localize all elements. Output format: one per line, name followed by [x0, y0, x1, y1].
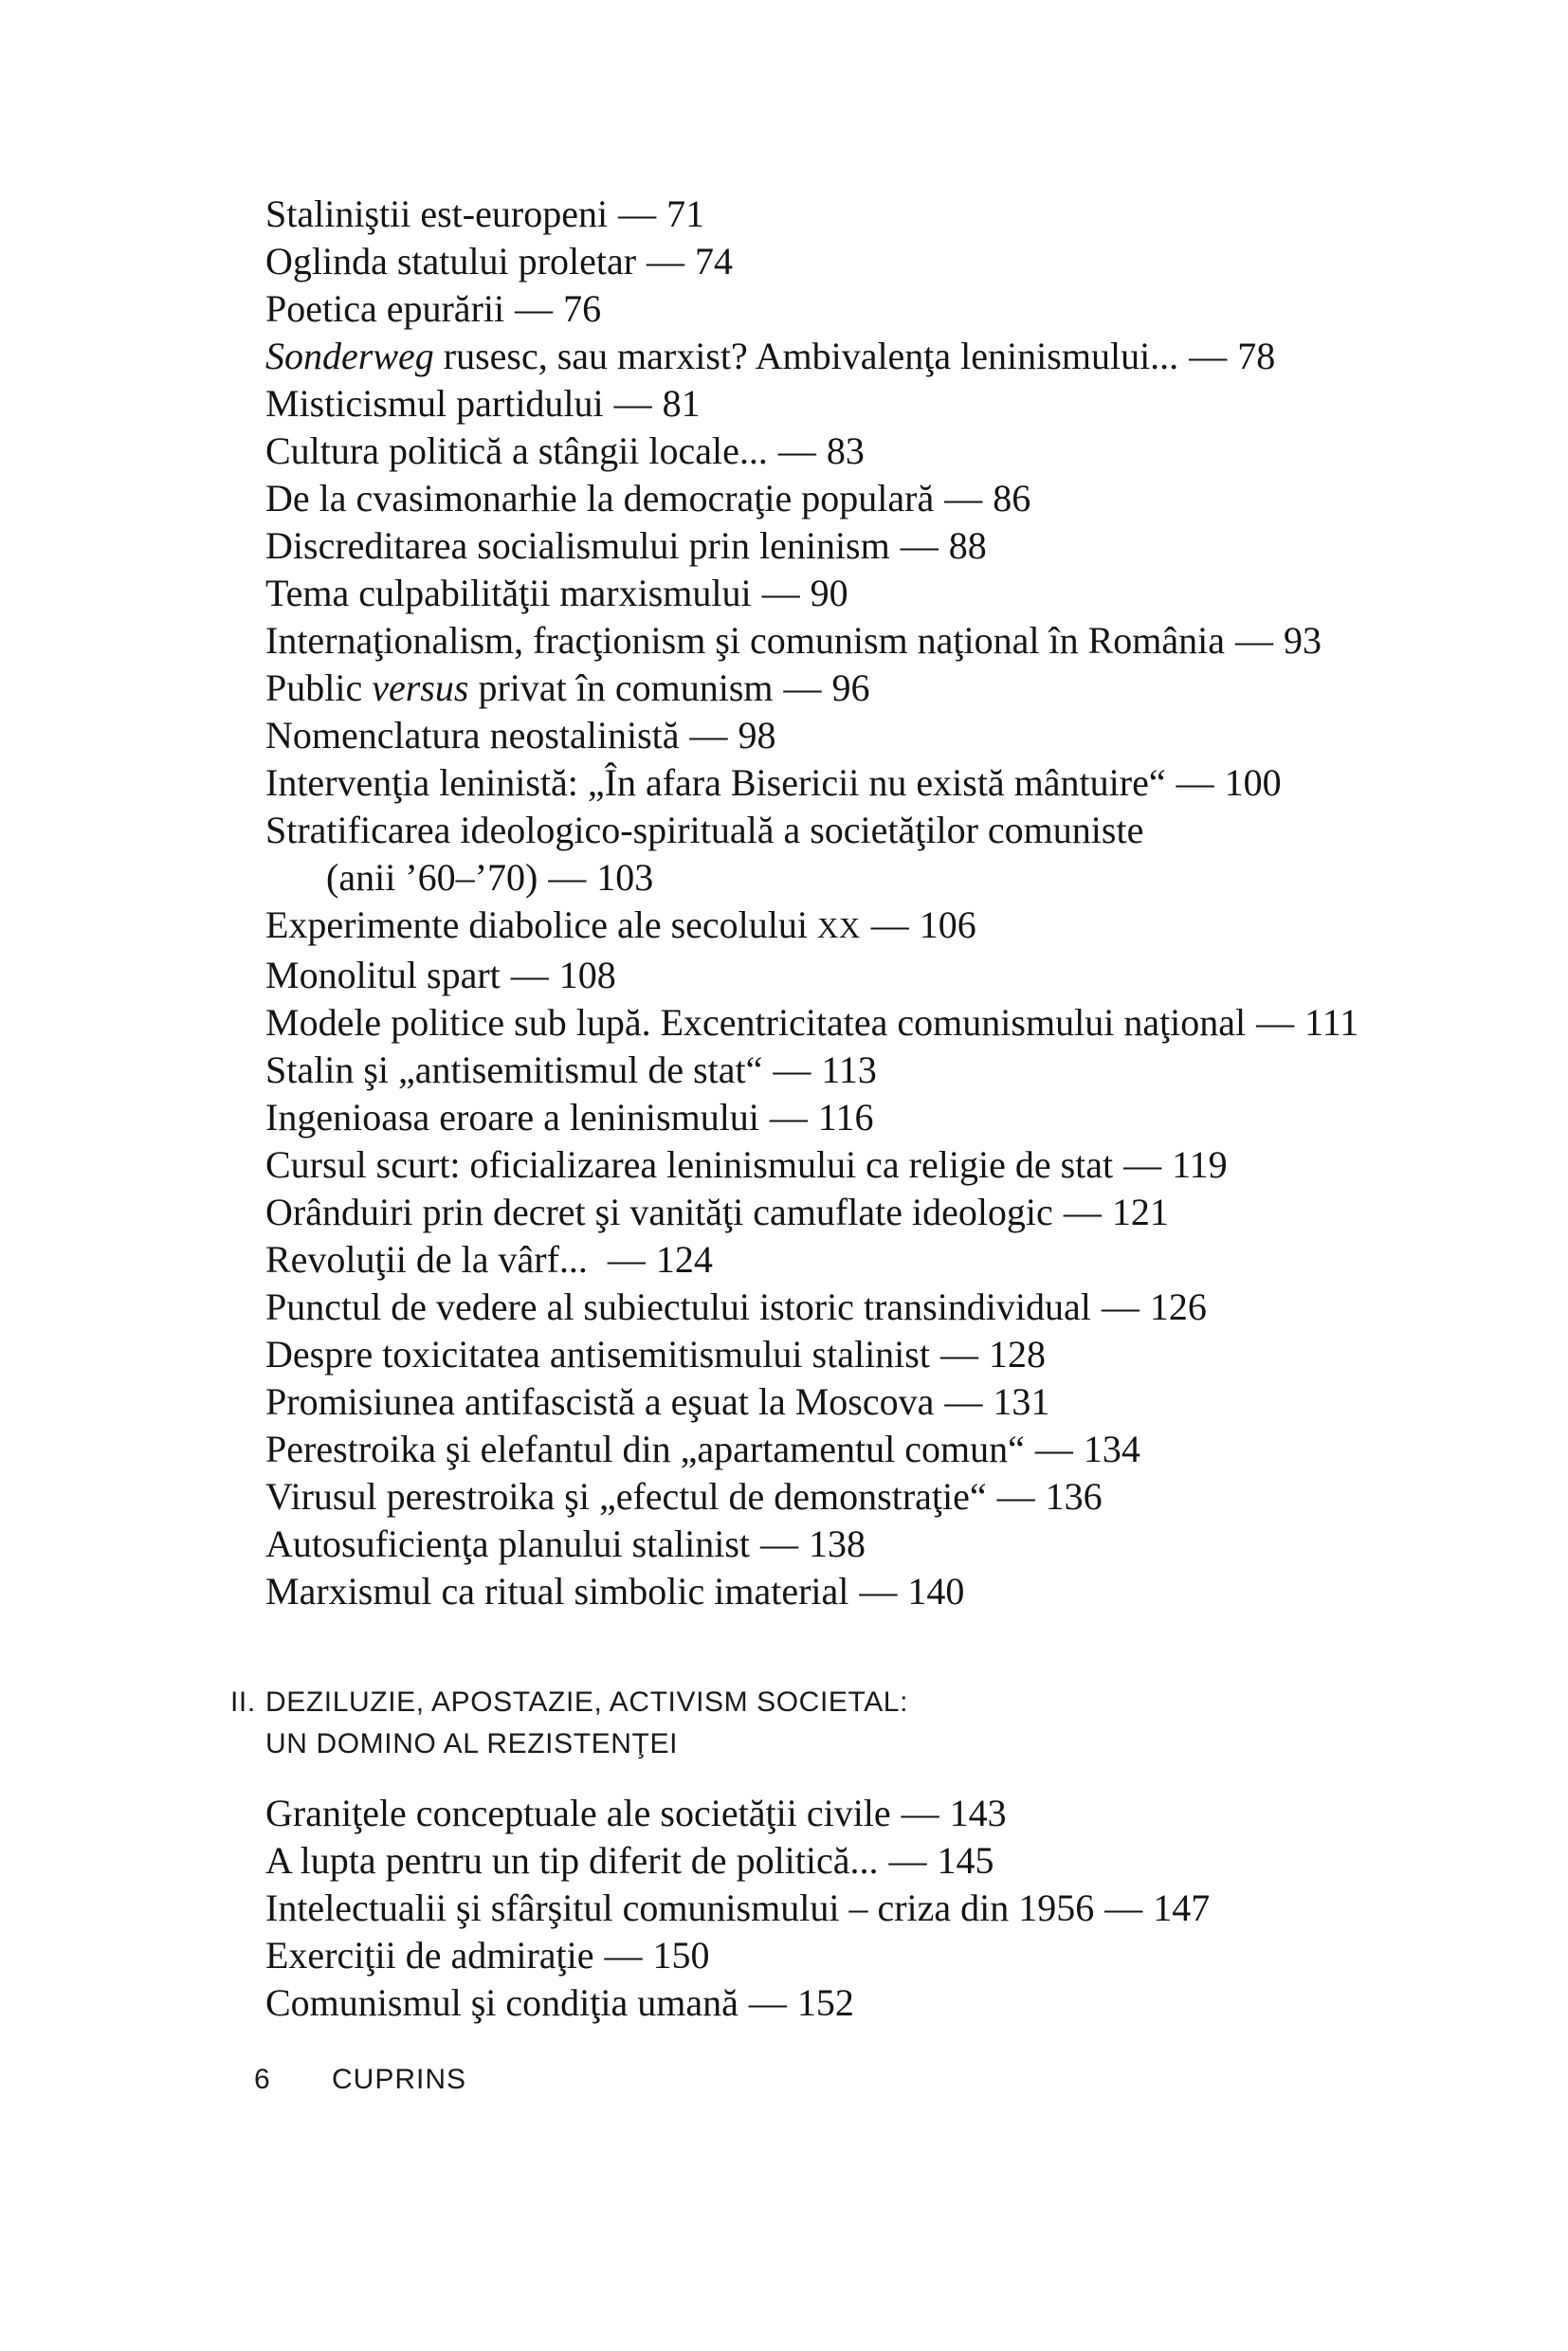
entry-title-segment: Tema culpabilităţii marxismului — [265, 572, 752, 614]
em-dash-separator: — — [761, 572, 800, 614]
entry-page-number: 134 — [1083, 1428, 1140, 1470]
entry-title-segment: Intervenţia leninistă: „În afara Bisericii nu există mântuire“ — [265, 761, 1166, 804]
entry-title-segment: (anii ’60–’70) — [326, 856, 538, 899]
em-dash-separator: — — [777, 429, 816, 472]
entry-title-segment: Stratificarea ideologico-spirituală a societăţilor comuniste — [265, 809, 1144, 851]
entry-title — [265, 1981, 738, 2024]
entry-title-segment: De la cvasimonarhie la democraţie populară — [265, 477, 935, 519]
section-heading-line: DEZILUZIE, APOSTAZIE, ACTIVISM SOCIETAL: — [265, 1686, 909, 1718]
em-dash-separator: — — [944, 1380, 983, 1423]
entry-page-number: 128 — [988, 1333, 1046, 1376]
entry-page-number: 147 — [1153, 1886, 1211, 1929]
em-dash-separator: — — [859, 1570, 898, 1613]
toc-entry — [265, 570, 1526, 617]
em-dash-separator: — — [613, 382, 652, 425]
entry-title-segment: Perestroika şi elefantul din „apartamentul comun“ — [265, 1428, 1025, 1470]
toc-entry — [265, 1141, 1526, 1189]
em-dash-separator: — — [783, 666, 822, 709]
entry-page-number: 121 — [1111, 1191, 1169, 1233]
entry-title-segment: Sonderweg — [265, 335, 434, 377]
toc-entry — [265, 333, 1526, 380]
entry-page-number: 96 — [831, 666, 870, 709]
toc-entry — [265, 475, 1526, 522]
toc-entry — [265, 1378, 1526, 1426]
entry-title — [265, 1048, 762, 1091]
toc-entry — [265, 1189, 1526, 1236]
em-dash-separator: — — [548, 856, 587, 899]
toc-section — [230, 1682, 1526, 2027]
entry-title-segment: versus — [372, 666, 469, 709]
entry-page-number: 124 — [655, 1238, 713, 1281]
entry-title — [265, 903, 861, 946]
toc-entry — [265, 1094, 1526, 1141]
entry-title-segment: Graniţele conceptuale ale societăţii civile — [265, 1792, 891, 1834]
em-dash-separator: — — [901, 1792, 939, 1834]
em-dash-separator: — — [888, 1839, 927, 1882]
entry-title-segment: Nomenclatura neostalinistă — [265, 714, 680, 756]
em-dash-separator: — — [689, 714, 728, 756]
toc-entry — [265, 428, 1526, 475]
entry-page-number: 138 — [809, 1522, 866, 1565]
toc-entry — [265, 191, 1526, 238]
entry-title-segment: Intelectualii şi sfârşitul comunismului – criza din 1956 — [265, 1886, 1095, 1929]
entry-title-segment: A lupta pentru un tip diferit de politică... — [265, 1839, 879, 1882]
entry-title-segment: Revoluţii de la vârf... — [265, 1238, 597, 1281]
em-dash-separator: — — [870, 903, 909, 946]
entry-title — [265, 1333, 930, 1376]
entry-page-number: 93 — [1284, 619, 1322, 662]
entry-page-number: 108 — [558, 954, 616, 996]
toc-entry — [265, 1284, 1526, 1331]
em-dash-separator: — — [769, 1096, 808, 1139]
entry-title-segment: Despre toxicitatea antisemitismului stalinist — [265, 1333, 930, 1376]
entry-title — [265, 335, 1178, 377]
entry-title-segment: Virusul perestroika şi „efectul de demonstraţie“ — [265, 1475, 987, 1518]
entry-title — [265, 572, 752, 614]
em-dash-separator: — — [1034, 1428, 1073, 1470]
entry-page-number: 119 — [1172, 1143, 1228, 1186]
entry-title-segment: Poetica epurării — [265, 287, 505, 330]
em-dash-separator: — — [773, 1048, 811, 1091]
entry-page-number: 74 — [695, 240, 734, 282]
footer-page-number: 6 — [254, 2064, 270, 2095]
toc-entry — [265, 1047, 1526, 1094]
section-heading-line: UN DOMINO AL REZISTENŢEI — [265, 1728, 679, 1759]
entry-title-segment: Oglinda statului proletar — [265, 240, 637, 282]
toc-entry — [265, 902, 1526, 952]
em-dash-separator: — — [760, 1522, 799, 1565]
toc-entry — [265, 1885, 1526, 1932]
footer-running-title: CUPRINS — [332, 2064, 467, 2095]
toc-entry — [265, 854, 1526, 902]
entry-title-segment: Marxismul ca ritual simbolic imaterial — [265, 1570, 849, 1613]
section-number: II. — [230, 1686, 256, 1718]
entry-title — [265, 1522, 750, 1565]
entry-title-segment: Comunismul şi condiţia umană — [265, 1981, 738, 2024]
entry-page-number: 152 — [796, 1981, 854, 2024]
entry-page-number: 83 — [826, 429, 865, 472]
toc-entry — [265, 1331, 1526, 1378]
entry-page-number: 116 — [817, 1096, 874, 1139]
em-dash-separator: — — [939, 1333, 978, 1376]
entry-title-segment: privat în comunism — [468, 666, 774, 709]
entry-title-segment: Discreditarea socialismului prin leninism — [265, 524, 890, 567]
entry-page-number: 88 — [948, 524, 987, 567]
toc-entry — [265, 712, 1526, 759]
entry-title — [265, 477, 934, 519]
entry-page-number: 106 — [919, 903, 976, 946]
entry-title — [265, 1096, 759, 1139]
entry-title-segment: Autosuficienţa planului stalinist — [265, 1522, 751, 1565]
entry-title-segment: Public — [265, 666, 373, 709]
toc-entry — [265, 952, 1526, 999]
entry-title — [265, 666, 774, 709]
em-dash-separator: — — [515, 287, 554, 330]
em-dash-separator: — — [1176, 761, 1214, 804]
entry-title-segment: Internaţionalism, fracţionism şi comunism naţional în România — [265, 619, 1226, 662]
entry-title — [265, 714, 680, 756]
entry-title — [265, 1570, 848, 1613]
toc-entry — [265, 522, 1526, 570]
entry-title — [265, 192, 608, 235]
toc-entry — [265, 617, 1526, 665]
page-footer — [254, 2063, 466, 2097]
toc-entry — [265, 999, 1526, 1047]
entry-page-number: 145 — [937, 1839, 994, 1882]
em-dash-separator: — — [1123, 1143, 1162, 1186]
entry-title-segment: Experimente diabolice ale secolului — [265, 903, 817, 946]
toc-entry — [265, 380, 1526, 428]
toc-entry — [265, 665, 1526, 712]
em-dash-separator: — — [510, 954, 549, 996]
section-heading — [230, 1682, 1526, 1765]
entry-page-number: 81 — [662, 382, 701, 425]
em-dash-separator: — — [1189, 335, 1228, 377]
entry-title-segment: Monolitul spart — [265, 954, 501, 996]
toc-section — [265, 191, 1526, 1615]
toc-entry — [265, 807, 1526, 854]
entry-page-number: 143 — [949, 1792, 1007, 1834]
toc-entry — [265, 1236, 1526, 1284]
entry-title — [265, 287, 504, 330]
entry-title — [265, 240, 636, 282]
entry-title — [265, 761, 1166, 804]
entry-title-segment: Stalin şi „antisemitismul de stat“ — [265, 1048, 763, 1091]
entry-title-segment: Cultura politică a stângii locale... — [265, 429, 768, 472]
entry-page-number: 98 — [738, 714, 776, 756]
entry-page-number: 100 — [1224, 761, 1282, 804]
entry-title-segment: Promisiunea antifascistă a eşuat la Moscova — [265, 1380, 935, 1423]
entry-title — [265, 382, 604, 425]
entry-title-segment: Ingenioasa eroare a leninismului — [265, 1096, 759, 1139]
entry-title — [265, 1428, 1025, 1470]
entry-page-number: 103 — [596, 856, 654, 899]
em-dash-separator: — — [1101, 1285, 1140, 1328]
entry-title — [265, 1934, 594, 1977]
em-dash-separator: — — [1256, 1001, 1295, 1044]
toc-entry — [265, 238, 1526, 285]
entry-title — [265, 809, 1143, 851]
em-dash-separator: — — [618, 192, 657, 235]
entry-page-number: 126 — [1149, 1285, 1207, 1328]
toc-entry — [265, 1521, 1526, 1568]
entry-title — [265, 1886, 1094, 1929]
entry-title-segment: Exerciţii de admiraţie — [265, 1934, 594, 1977]
entry-title — [265, 429, 768, 472]
em-dash-separator: — — [996, 1475, 1035, 1518]
toc-entry — [265, 1473, 1526, 1521]
entry-page-number: 111 — [1304, 1001, 1359, 1044]
entry-title-segment: Orânduiri prin decret şi vanităţi camuflate ideologic — [265, 1191, 1053, 1233]
entry-title-segment: XX — [817, 911, 861, 944]
entry-title — [265, 1792, 891, 1834]
em-dash-separator: — — [1104, 1886, 1143, 1929]
entry-title-segment: Cursul scurt: oficializarea leninismului ca religie de stat — [265, 1143, 1114, 1186]
toc-entry — [265, 1426, 1526, 1473]
entry-title-segment: Punctul de vedere al subiectului istoric transindividual — [265, 1285, 1091, 1328]
entry-title-segment: Misticismul partidului — [265, 382, 604, 425]
entry-title-segment: Staliniştii est-europeni — [265, 192, 609, 235]
entry-page-number: 76 — [563, 287, 602, 330]
em-dash-separator: — — [1235, 619, 1274, 662]
em-dash-separator: — — [748, 1981, 787, 2024]
em-dash-separator: — — [604, 1934, 643, 1977]
em-dash-separator: — — [944, 477, 983, 519]
entry-title — [265, 524, 890, 567]
entry-title-segment: rusesc, sau marxist? Ambivalenţa leninismului... — [433, 335, 1179, 377]
entry-page-number: 140 — [907, 1570, 965, 1613]
em-dash-separator: — — [647, 240, 685, 282]
entry-title — [265, 1191, 1053, 1233]
toc-entry — [265, 1790, 1526, 1837]
entry-title — [265, 1143, 1113, 1186]
em-dash-separator: — — [607, 1238, 646, 1281]
toc-entry — [265, 1568, 1526, 1615]
toc-entry — [265, 759, 1526, 807]
entry-title-segment: Modele politice sub lupă. Excentricitatea comunismului naţional — [265, 1001, 1247, 1044]
toc-entry — [265, 1837, 1526, 1885]
entry-title — [265, 1285, 1091, 1328]
entry-title — [265, 954, 501, 996]
entry-page-number: 150 — [652, 1934, 710, 1977]
em-dash-separator: — — [900, 524, 939, 567]
entry-title — [326, 856, 538, 899]
toc-entry — [265, 1932, 1526, 1979]
entry-title — [265, 1839, 879, 1882]
entry-page-number: 136 — [1045, 1475, 1103, 1518]
entry-page-number: 71 — [666, 192, 705, 235]
entry-title — [265, 1238, 597, 1281]
entry-title — [265, 619, 1225, 662]
entry-page-number: 90 — [810, 572, 848, 614]
entry-title — [265, 1475, 987, 1518]
toc — [230, 191, 1526, 2027]
entry-page-number: 78 — [1237, 335, 1276, 377]
entry-page-number: 113 — [821, 1048, 877, 1091]
entry-title — [265, 1001, 1246, 1044]
entry-title — [265, 1380, 934, 1423]
entry-page-number: 86 — [993, 477, 1031, 519]
toc-entry — [265, 1979, 1526, 2027]
entry-page-number: 131 — [993, 1380, 1050, 1423]
toc-entry — [265, 285, 1526, 333]
em-dash-separator: — — [1063, 1191, 1102, 1233]
